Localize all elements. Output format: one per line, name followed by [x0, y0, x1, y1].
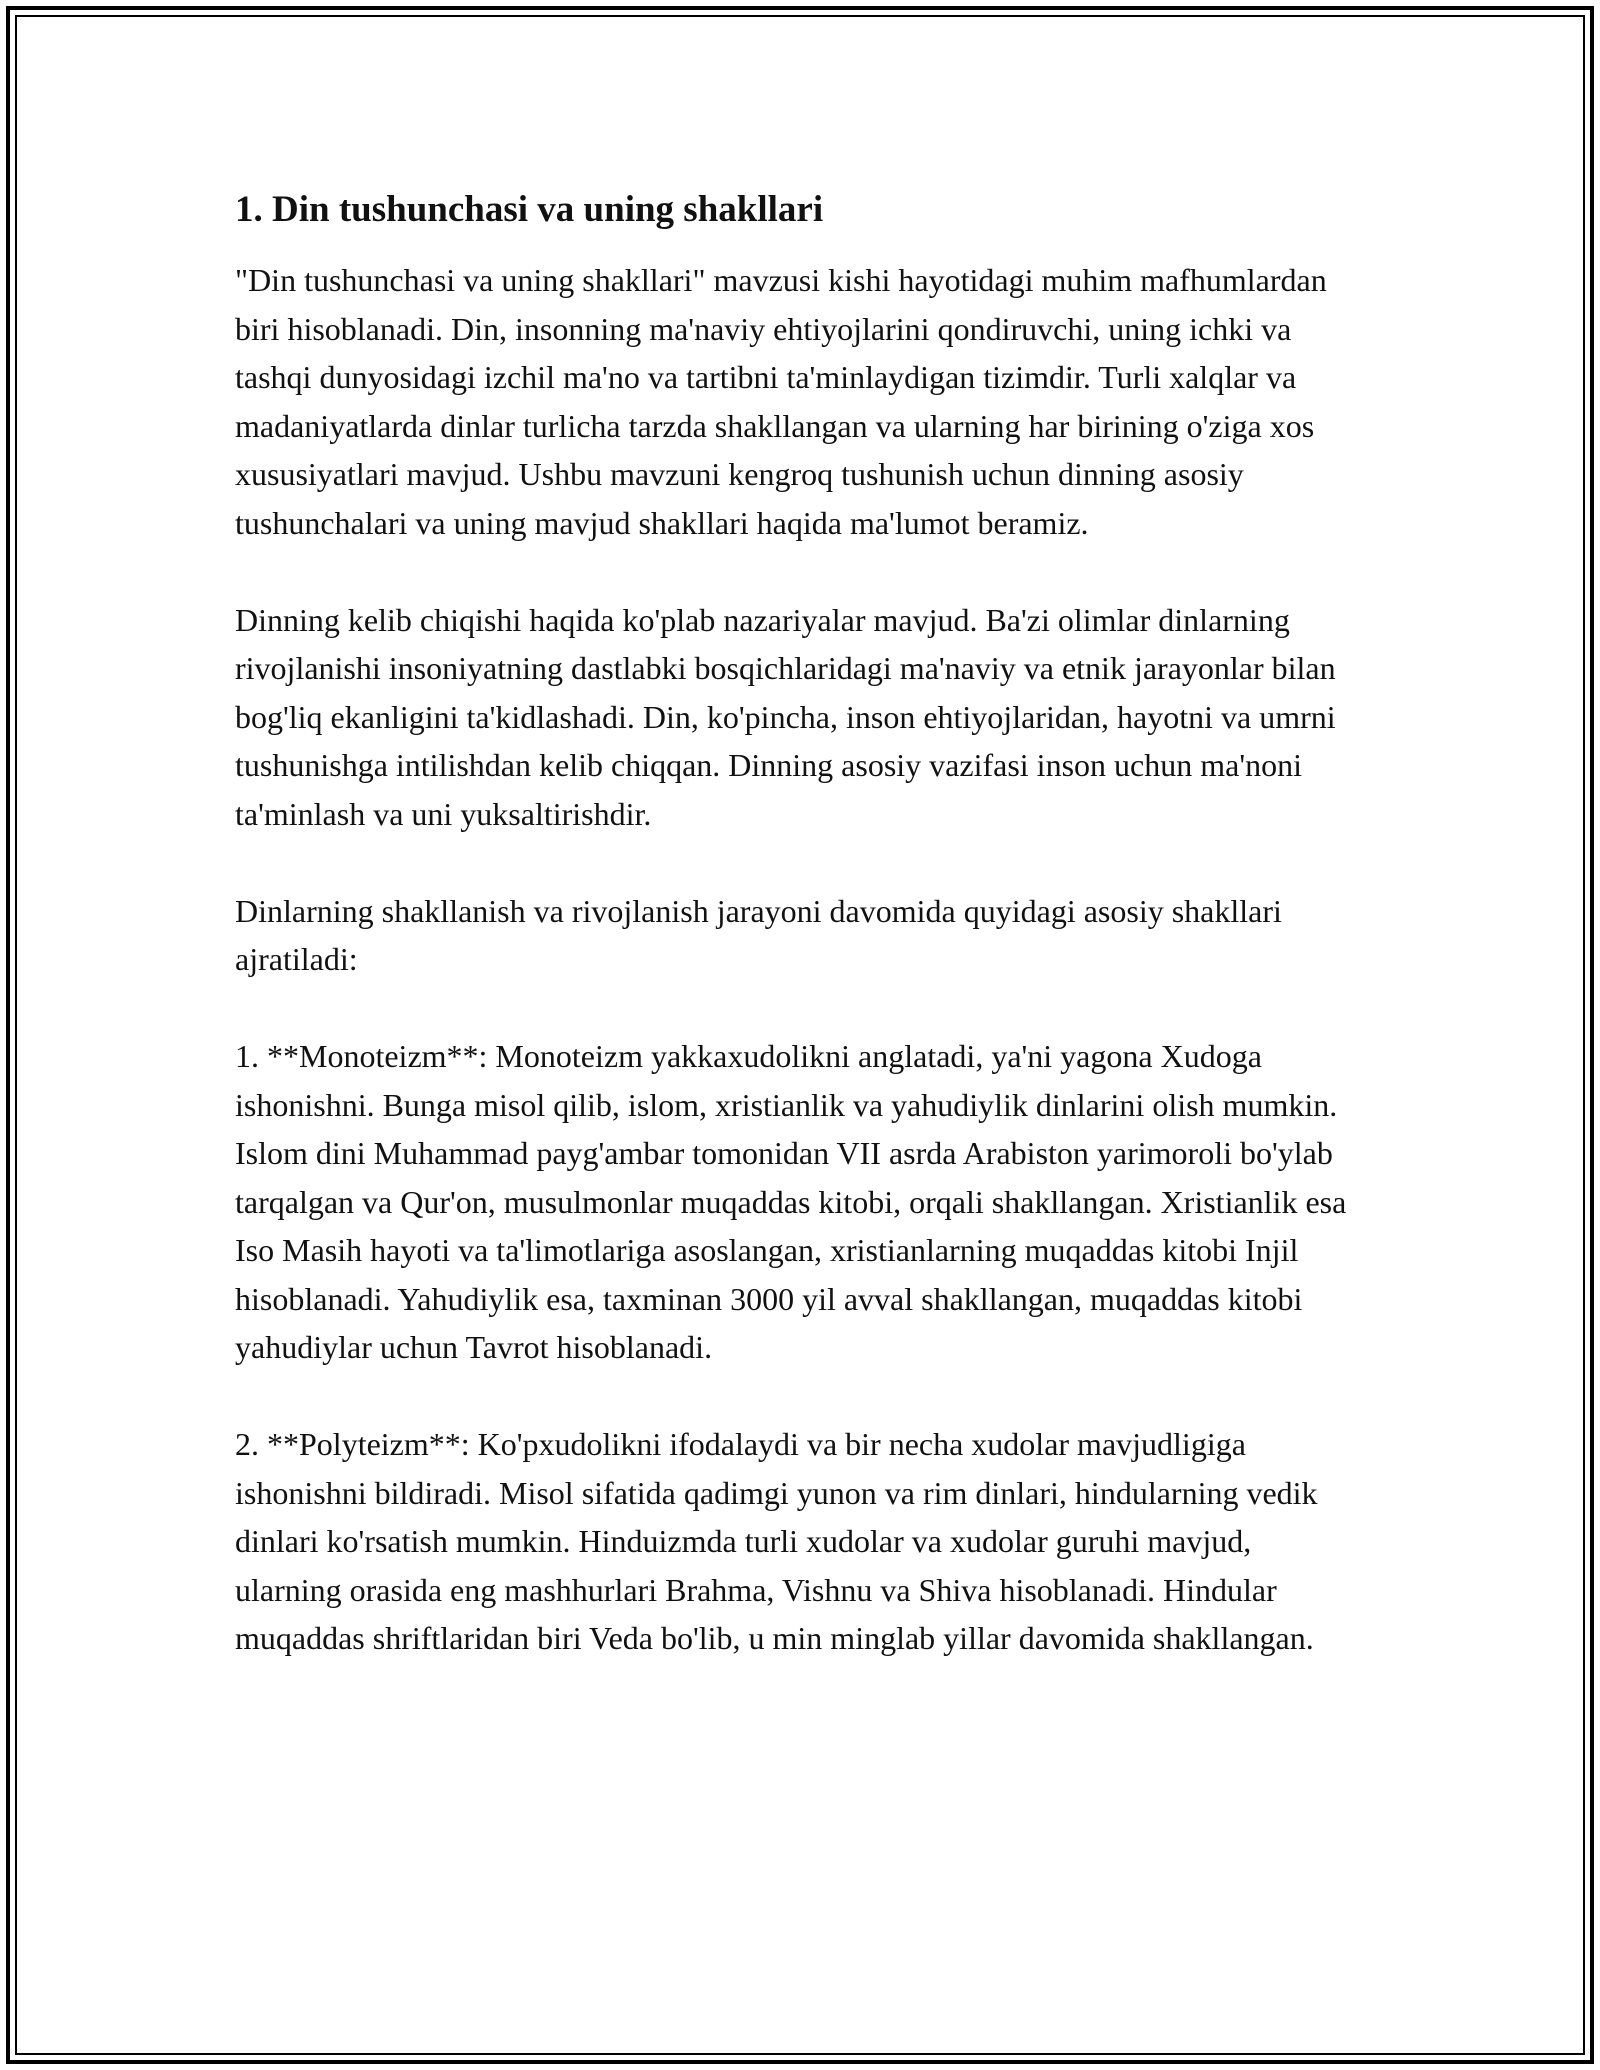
- paragraph-forms-intro: Dinlarning shakllanish va rivojlanish jarayoni davomida quyidagi asosiy shakllari ajratiladi:: [235, 892, 1282, 977]
- paragraph-intro: "Din tushunchasi va uning shakllari" mavzusi kishi hayotidagi muhim mafhumlardan biri hisoblanadi. Din, insonning ma'naviy ehtiyojlarini qondiruvchi, uning ichki va tashqi dunyosidagi izchil ma'no va tartibni ta'minlaydigan tizimdir. Turli xalqlar va madaniyatlarda dinlar turlicha tarzda shakllangan va ularning har birining o'ziga xos xususiyatlari mavjud. Ushbu mavzuni kengroq tushunish uchun dinning asosiy tushunchalari va uning mavjud shakllari haqida ma'lumot beramiz.: [235, 262, 1327, 541]
- document-body: [235, 186, 1365, 1711]
- document-title: 1. Din tushunchasi va uning shakllari: [235, 189, 824, 230]
- paragraph-polytheism: 2. **Polyteizm**: Ko'pxudolikni ifodalaydi va bir necha xudolar mavjudligiga ishonishni bildiradi. Misol sifatida qadimgi yunon va rim dinlari, hindularning vedik dinlari ko'rsatish mumkin. Hinduizmda turli xudolar va xudolar guruhi mavjud, ularning orasida eng mashhurlari Brahma, Vishnu va Shiva hisoblanadi. Hindular muqaddas shriftlaridan biri Veda bo'lib, u min minglab yillar davomida shakllangan.: [235, 1426, 1318, 1656]
- paragraph-origin: Dinning kelib chiqishi haqida ko'plab nazariyalar mavjud. Ba'zi olimlar dinlarning rivojlanishi insoniyatning dastlabki bosqichlaridagi ma'naviy va etnik jarayonlar bilan bog'liq ekanligini ta'kidlashadi. Din, ko'pincha, inson ehtiyojlaridan, hayotni va umrni tushunishga intilishdan kelib chiqqan. Dinning asosiy vazifasi inson uchun ma'noni ta'minlash va uni yuksaltirishdir.: [235, 601, 1336, 832]
- paragraph-monotheism: 1. **Monoteizm**: Monoteizm yakkaxudolikni anglatadi, ya'ni yagona Xudoga ishonishni. Bunga misol qilib, islom, xristianlik va yahudiylik dinlarini olish mumkin. Islom dini Muhammad payg'ambar tomonidan VII asrda Arabiston yarimoroli bo'ylab tarqalgan va Qur'on, musulmonlar muqaddas kitobi, orqali shakllangan. Xristianlik esa Iso Masih hayoti va ta'limotlariga asoslangan, xristianlarning muqaddas kitobi Injil hisoblanadi. Yahudiylik esa, taxminan 3000 yil avval shakllangan, muqaddas kitobi yahudiylar uchun Tavrot hisoblanadi.: [235, 1038, 1347, 1365]
